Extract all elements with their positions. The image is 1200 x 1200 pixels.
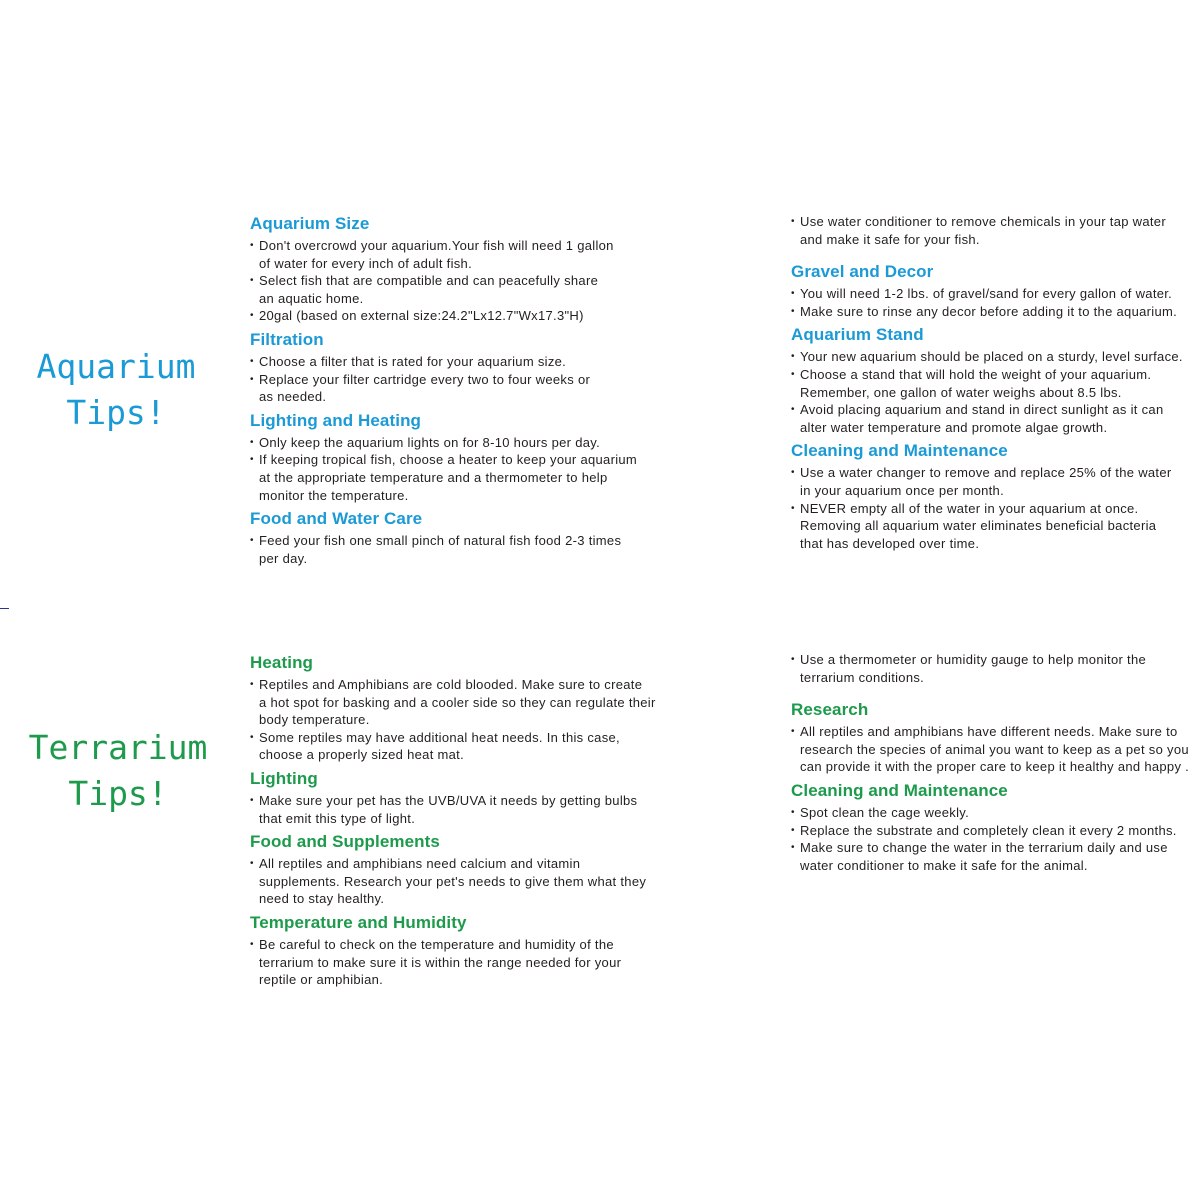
section-heading: Food and Water Care <box>250 509 423 529</box>
list-item: • Only keep the aquarium lights on for 8-10 hours per day. <box>250 434 670 452</box>
aquarium-section-cleaning-and-maintenance-list <box>791 464 1196 552</box>
list-item: • Choose a filter that is rated for your aquarium size. <box>250 353 670 371</box>
spacer <box>791 248 1196 262</box>
aquarium-section-cleaning-and-maintenance <box>791 441 1196 552</box>
aquarium-section-filtration-list <box>250 353 670 406</box>
list-item: • Replace your filter cartridge every two to four weeks or as needed. <box>250 371 670 406</box>
list-item: • Use a water changer to remove and replace 25% of the water in your aquarium once per month. <box>791 464 1196 499</box>
aquarium-title-line2: Tips! <box>66 393 166 432</box>
list-item: • Feed your fish one small pinch of natural fish food 2-3 times per day. <box>250 532 670 567</box>
section-heading: Lighting and Heating <box>250 410 422 430</box>
list-item: • Replace the substrate and completely clean it every 2 months. <box>791 822 1196 840</box>
aquarium-title-line1: Aquarium <box>36 347 196 386</box>
list-item: • 20gal (based on external size:24.2"Lx12.7"Wx17.3"H) <box>250 307 670 325</box>
aquarium-section-filtration <box>250 330 670 406</box>
terrarium-section-cleaning-and-maintenance-list <box>791 804 1196 874</box>
spacer <box>791 686 1196 700</box>
section-heading: Aquarium Stand <box>791 325 924 345</box>
list-item: • Reptiles and Amphibians are cold blooded. Make sure to create a hot spot for basking and a cooler side so they can regulate their body temperature. <box>250 676 680 729</box>
section-heading: Gravel and Decor <box>791 262 934 282</box>
terrarium-section-lighting <box>250 769 680 827</box>
section-heading: Food and Supplements <box>250 832 440 852</box>
aquarium-right-column <box>791 213 1196 552</box>
aquarium-right-intro-list <box>791 213 1196 248</box>
aquarium-section-aquarium-size-list <box>250 237 670 325</box>
terrarium-title-line1: Terrarium <box>28 728 208 767</box>
list-item: • Your new aquarium should be placed on a sturdy, level surface. <box>791 348 1196 366</box>
list-item: • All reptiles and amphibians have different needs. Make sure to research the species of animal you want to keep as a pet so you can provide it with the proper care to keep it healthy and happy . <box>791 723 1196 776</box>
list-item: • If keeping tropical fish, choose a heater to keep your aquarium at the appropriate temperature and a thermometer to help monitor the temperature. <box>250 451 670 504</box>
aquarium-section-aquarium-size <box>250 214 670 325</box>
terrarium-right-intro-list <box>791 651 1196 686</box>
list-item: • Some reptiles may have additional heat needs. In this case, choose a properly sized heat mat. <box>250 729 680 764</box>
terrarium-section-food-and-supplements-list <box>250 855 680 908</box>
aquarium-section-gravel-and-decor <box>791 262 1196 320</box>
aquarium-title <box>22 344 210 436</box>
terrarium-title-line2: Tips! <box>68 774 168 813</box>
section-heading: Filtration <box>250 329 324 349</box>
list-item: • Make sure to rinse any decor before adding it to the aquarium. <box>791 303 1196 321</box>
list-item: • You will need 1-2 lbs. of gravel/sand for every gallon of water. <box>791 285 1196 303</box>
aquarium-section-gravel-and-decor-list <box>791 285 1196 320</box>
terrarium-section-food-and-supplements <box>250 832 680 908</box>
list-item: • Spot clean the cage weekly. <box>791 804 1196 822</box>
terrarium-section-heating-list <box>250 676 680 764</box>
aquarium-section-aquarium-stand <box>791 325 1196 436</box>
list-item: • NEVER empty all of the water in your aquarium at once. Removing all aquarium water eliminates beneficial bacteria that has developed over time. <box>791 500 1196 553</box>
terrarium-title <box>22 725 214 817</box>
list-item: • Make sure your pet has the UVB/UVA it needs by getting bulbs that emit this type of light. <box>250 792 680 827</box>
terrarium-section-lighting-list <box>250 792 680 827</box>
aquarium-section-lighting-and-heating <box>250 411 670 504</box>
section-heading: Cleaning and Maintenance <box>791 780 1008 800</box>
list-item: • Avoid placing aquarium and stand in direct sunlight as it can alter water temperature and promote algae growth. <box>791 401 1196 436</box>
terrarium-section-heating <box>250 653 680 764</box>
terrarium-section-cleaning-and-maintenance <box>791 781 1196 874</box>
aquarium-section-aquarium-stand-list <box>791 348 1196 436</box>
list-item: • All reptiles and amphibians need calcium and vitamin supplements. Research your pet's needs to give them what they need to stay healthy. <box>250 855 680 908</box>
terrarium-right-column <box>791 651 1196 874</box>
section-heading: Aquarium Size <box>250 214 370 233</box>
terrarium-section-temperature-and-humidity <box>250 913 680 989</box>
terrarium-left-column <box>250 653 680 989</box>
terrarium-section-research <box>791 700 1196 776</box>
list-item: • Select fish that are compatible and can peacefully share an aquatic home. <box>250 272 670 307</box>
aquarium-left-column <box>250 214 670 567</box>
section-heading: Research <box>791 700 869 720</box>
section-heading: Temperature and Humidity <box>250 912 467 932</box>
terrarium-section-temperature-and-humidity-list <box>250 936 680 989</box>
list-item: • Use water conditioner to remove chemicals in your tap water and make it safe for your fish. <box>791 213 1196 248</box>
list-item: • Be careful to check on the temperature and humidity of the terrarium to make sure it is within the range needed for your reptile or amphibian. <box>250 936 680 989</box>
margin-mark <box>0 608 9 609</box>
section-heading: Cleaning and Maintenance <box>791 441 1008 461</box>
list-item: • Choose a stand that will hold the weight of your aquarium. Remember, one gallon of water weighs about 8.5 lbs. <box>791 366 1196 401</box>
section-heading: Lighting <box>250 768 318 788</box>
aquarium-section-food-and-water-care <box>250 509 670 567</box>
aquarium-section-lighting-and-heating-list <box>250 434 670 504</box>
list-item: • Use a thermometer or humidity gauge to help monitor the terrarium conditions. <box>791 651 1196 686</box>
list-item: • Don't overcrowd your aquarium.Your fish will need 1 gallon of water for every inch of adult fish. <box>250 237 670 272</box>
list-item: • Make sure to change the water in the terrarium daily and use water conditioner to make it safe for the animal. <box>791 839 1196 874</box>
aquarium-section-food-and-water-care-list <box>250 532 670 567</box>
terrarium-section-research-list <box>791 723 1196 776</box>
section-heading: Heating <box>250 653 314 672</box>
